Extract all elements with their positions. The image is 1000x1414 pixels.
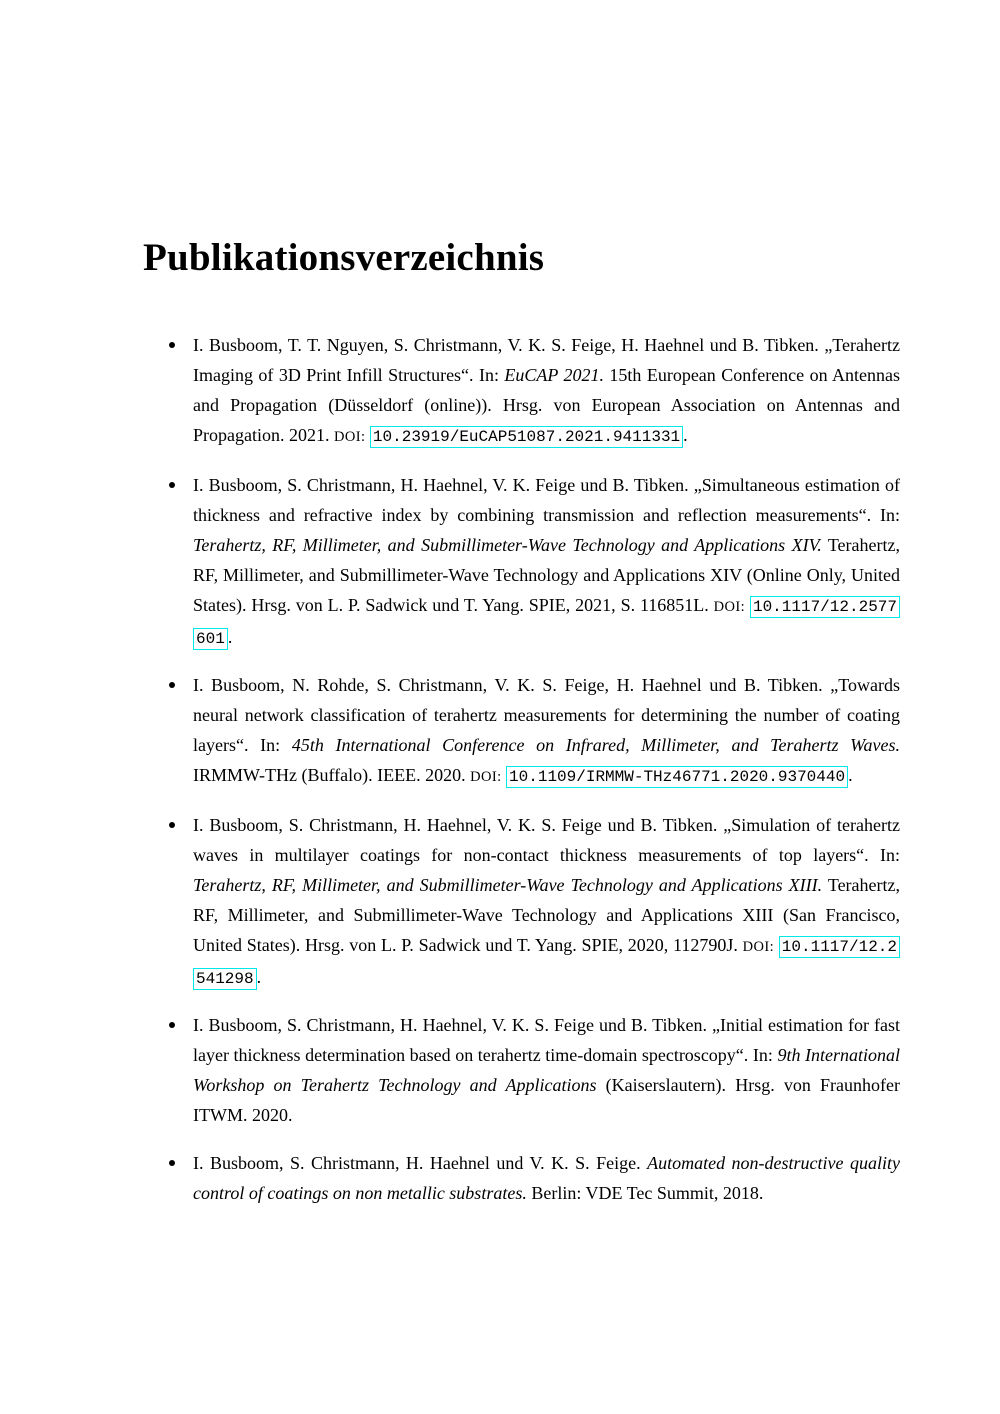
bullet-icon — [169, 1160, 175, 1166]
publication-item — [193, 470, 900, 652]
citation-text: I. Busboom, S. Christmann, H. Haehnel, V. K. S. Feige und B. Tibken. „Initial estimation for fast layer thickness determination based on terahertz time-domain spectroscopy“. In: — [193, 1014, 900, 1065]
citation-text: 15th European Conference on Antennas and Propagation (Düsseldorf (online)). Hrsg. von European Association on Antennas and Propagation. 2021. — [193, 364, 900, 445]
page-title: Publikationsverzeichnis — [143, 236, 545, 279]
doi-link[interactable]: 10.1117/12.2541298 — [193, 936, 900, 990]
citation-text: . — [848, 764, 853, 785]
venue-title-text: 45th International Conference on Infrared, Millimeter, and Terahertz Waves. — [291, 734, 900, 755]
venue-title-text: 9th International Workshop on Terahertz Technology and Applications — [193, 1044, 901, 1095]
doi-link[interactable]: 10.1117/12.2577601 — [193, 596, 900, 650]
publication-item — [193, 1148, 900, 1208]
venue-title-text: Terahertz, RF, Millimeter, and Submillimeter-Wave Technology and Applications XIII. — [193, 874, 823, 895]
citation-text: Terahertz, RF, Millimeter, and Submillimeter-Wave Technology and Applications XIV (Online Only, United States). Hrsg. von L. P. Sadwick und T. Yang. SPIE, 2021, S. 116851L. — [193, 534, 901, 615]
doi-link[interactable]: 10.1109/IRMMW-THz46771.2020.9370440 — [506, 766, 848, 788]
publication-item — [193, 330, 900, 452]
publication-item — [193, 1010, 900, 1130]
venue-title-text: Automated non-destructive quality control of coatings on non metallic substrates. — [193, 1152, 900, 1203]
doi-link[interactable]: 10.23919/EuCAP51087.2021.9411331 — [370, 426, 683, 448]
bullet-icon — [169, 1022, 175, 1028]
citation-text: IRMMW-THz (Buffalo). IEEE. 2020. — [193, 764, 471, 785]
publication-item — [193, 810, 900, 992]
bullet-icon — [169, 482, 175, 488]
publication-list — [143, 330, 900, 1208]
doi-label: DOI: — [742, 938, 775, 955]
doi-label: DOI: — [334, 428, 366, 445]
citation-text: I. Busboom, S. Christmann, H. Haehnel, V. K. Feige und B. Tibken. „Simultaneous estimation of thickness and refractive index by combining transmission and reflection measurements“. In: — [193, 474, 900, 525]
citation-text: Berlin: VDE Tec Summit, 2018. — [526, 1182, 764, 1203]
bullet-icon — [169, 342, 175, 348]
venue-title-text: EuCAP 2021. — [504, 364, 604, 385]
citation-text: Terahertz, RF, Millimeter, and Submillimeter-Wave Technology and Applications XIII (San Francisco, United States). Hrsg. von L. P. Sadwick und T. Yang. SPIE, 2020, 112790J. — [193, 874, 901, 955]
publication-item — [193, 670, 900, 792]
doi-label: DOI: — [470, 768, 502, 785]
citation-text: I. Busboom, S. Christmann, H. Haehnel, V. K. S. Feige und B. Tibken. „Simulation of terahertz waves in multilayer coatings for non-contact thickness measurements of top layers“. In: — [193, 814, 900, 865]
venue-title-text: Terahertz, RF, Millimeter, and Submillimeter-Wave Technology and Applications XIV. — [193, 534, 822, 555]
citation-text: . — [683, 424, 688, 445]
citation-text: . — [256, 966, 262, 987]
citation-text: (Kaiserslautern). Hrsg. von Fraunhofer ITWM. 2020. — [193, 1074, 900, 1125]
bullet-icon — [169, 822, 175, 828]
citation-text: . — [227, 626, 233, 647]
bullet-icon — [169, 682, 175, 688]
citation-text: I. Busboom, S. Christmann, H. Haehnel und V. K. S. Feige. — [193, 1152, 648, 1173]
citation-text: I. Busboom, N. Rohde, S. Christmann, V. K. S. Feige, H. Haehnel und B. Tibken. „Towards neural network classification of terahertz measurements for determining the number of coating layers“. In: — [193, 674, 900, 755]
citation-text: I. Busboom, T. T. Nguyen, S. Christmann, V. K. S. Feige, H. Haehnel und B. Tibken. „Terahertz Imaging of 3D Print Infill Structures“. In: — [193, 334, 900, 385]
doi-label: DOI: — [713, 598, 746, 615]
